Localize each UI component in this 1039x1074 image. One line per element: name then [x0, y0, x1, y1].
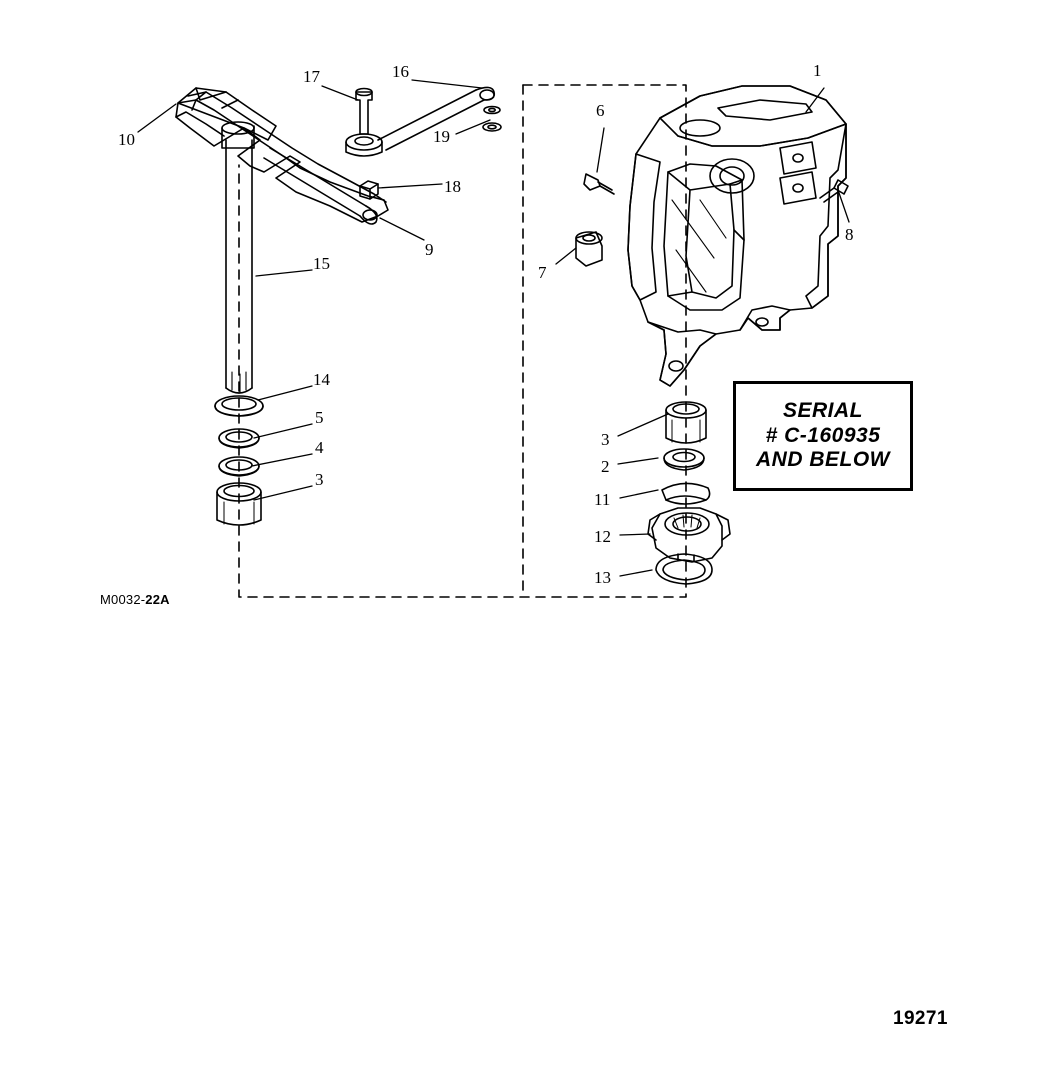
part-16-rod	[378, 90, 484, 150]
bracket-deck-rib	[718, 100, 812, 120]
callout-7: 7	[538, 263, 547, 282]
callout-17: 17	[303, 67, 320, 86]
bracket-lower-left-leg	[648, 322, 716, 386]
bracket-pad-upper	[780, 142, 816, 174]
callout-6: 6	[596, 101, 605, 120]
bracket-deck-hole	[680, 120, 720, 136]
part-19-washer	[484, 107, 500, 114]
bracket-left-column	[628, 154, 660, 300]
part-17-bolt	[356, 92, 372, 134]
part-13-snapring-inner	[663, 560, 705, 580]
callout-18: 18	[444, 177, 461, 196]
callout-8: 8	[845, 225, 854, 244]
bracket-pad-lower	[780, 172, 816, 204]
drawing-code-prefix: M0032-	[100, 592, 146, 607]
callout-5: 5	[315, 408, 324, 427]
callout-10: 10	[118, 130, 135, 149]
swivel-bracket-outline	[628, 86, 846, 386]
part-2-washer-inner	[673, 453, 695, 462]
bracket-pad-hole-1	[793, 154, 803, 162]
callout-15: 15	[313, 254, 330, 273]
bracket-pad-hole-2	[793, 184, 803, 192]
bracket-cavity-inner-wall	[686, 184, 734, 298]
callout-19: 19	[433, 127, 450, 146]
drawing-code-suffix: 22A	[145, 592, 170, 607]
part-16-rod-eye-hole	[480, 90, 494, 100]
callout-2: 2	[601, 457, 610, 476]
part-19-lockwasher-hole	[488, 125, 496, 129]
dashed-group-boundary	[239, 85, 686, 597]
callout-3-left: 3	[315, 470, 324, 489]
pivot-joint-bore	[355, 137, 373, 145]
part-7-bushing	[576, 232, 602, 266]
part-19-lockwasher	[483, 123, 501, 131]
pivot-joint-body	[346, 142, 382, 156]
lower-leg-hole	[669, 361, 683, 371]
callout-14: 14	[313, 370, 330, 389]
serial-note-line-3: AND BELOW	[756, 448, 890, 472]
serial-number-note	[733, 381, 913, 491]
callout-16: 16	[392, 62, 409, 81]
swivel-pin-boss	[710, 159, 754, 193]
bracket-ribs	[672, 200, 726, 292]
callout-4: 4	[315, 438, 324, 457]
bracket-right-column	[806, 124, 846, 308]
steering-arm-link	[176, 100, 388, 222]
callout-9: 9	[425, 240, 434, 259]
callout-13: 13	[594, 568, 611, 587]
part-6-bolt-shank	[598, 182, 614, 194]
callout-12: 12	[594, 527, 611, 546]
callout-leaders	[138, 80, 849, 576]
part-19-washer-hole	[489, 108, 495, 111]
lower-leg-hole-2	[756, 318, 768, 326]
swivel-pin-bore	[720, 167, 744, 185]
page-number: 19271	[893, 1008, 948, 1029]
part-7-bushing-bore	[583, 235, 595, 241]
serial-note-line-1: SERIAL	[782, 398, 863, 422]
drawing-code	[100, 592, 170, 607]
part-12-clamp-bore-inner	[673, 517, 701, 531]
bracket-inner-cavity	[664, 164, 744, 310]
callout-3-right: 3	[601, 430, 610, 449]
callout-1: 1	[813, 61, 822, 80]
part-8-bolt-head	[834, 180, 848, 194]
bracket-deck-edge	[678, 124, 846, 146]
arm-detail-a	[176, 112, 224, 136]
callout-11: 11	[594, 490, 611, 509]
serial-note-line-2: # C-160935	[765, 423, 881, 447]
